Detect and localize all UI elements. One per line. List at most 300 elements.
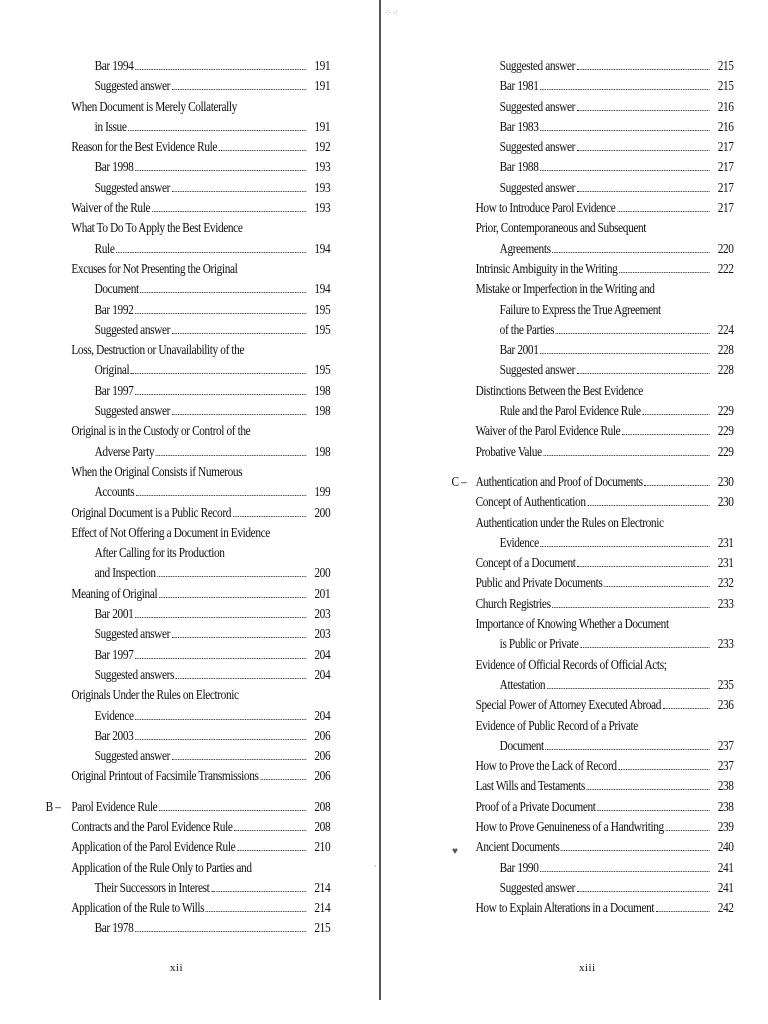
- toc-page-number: 239: [717, 818, 734, 834]
- toc-entry-title: Bar 1990: [499, 859, 539, 875]
- leader-dots: [172, 746, 306, 760]
- leader-dots: [135, 918, 306, 932]
- toc-entry: [0, 706, 335, 726]
- toc-entry: [0, 401, 335, 421]
- toc-entry: [0, 178, 335, 198]
- toc-entry-title: is Public or Private: [499, 636, 579, 652]
- toc-entry: [381, 898, 740, 918]
- leader-dots: [172, 178, 306, 192]
- toc-entry: [381, 573, 740, 593]
- toc-page-number: 240: [717, 839, 734, 855]
- toc-entry: [0, 239, 335, 259]
- toc-entry-title: Suggested answer: [94, 78, 170, 94]
- toc-entry-title: What To Do To Apply the Best Evidence: [71, 220, 243, 236]
- leader-dots: [577, 878, 709, 892]
- toc-entry: [0, 858, 335, 878]
- toc-entry: [381, 716, 740, 736]
- toc-entry-title: Bar 1992: [94, 301, 134, 317]
- toc-list: [0, 56, 336, 939]
- toc-page-number: 230: [717, 494, 734, 510]
- toc-entry: [0, 198, 335, 218]
- toc-entry: [0, 837, 335, 857]
- toc-entry-title: Waiver of the Rule: [71, 200, 151, 216]
- toc-entry: [0, 645, 335, 665]
- toc-entry-title: Bar 2003: [94, 727, 134, 743]
- scan-artifact: ⁘⁖: [384, 8, 399, 18]
- leader-dots: [218, 137, 306, 151]
- toc-entry: [381, 178, 740, 198]
- toc-entry: [0, 76, 335, 96]
- toc-entry: [381, 695, 740, 715]
- leader-dots: [604, 573, 710, 587]
- toc-entry-title: Application of the Parol Evidence Rule: [71, 839, 236, 855]
- toc-entry: [0, 878, 335, 898]
- toc-page-number: 224: [717, 321, 734, 337]
- toc-entry-title: Evidence of Official Records of Official Acts;: [475, 656, 667, 672]
- leader-dots: [545, 736, 709, 750]
- toc-entry-title: Suggested answer: [499, 879, 576, 895]
- toc-page-number: 241: [717, 859, 734, 875]
- toc-page-number: 231: [717, 555, 734, 571]
- toc-page-number: 216: [717, 118, 734, 134]
- toc-entry: [0, 157, 335, 177]
- toc-entry: [0, 218, 335, 238]
- page-number: xii: [170, 962, 184, 974]
- toc-entry: [0, 482, 335, 502]
- leader-dots: [152, 198, 306, 212]
- toc-page-number: 217: [717, 200, 734, 216]
- toc-entry: [0, 421, 335, 441]
- leader-dots: [644, 472, 709, 486]
- leader-dots: [206, 898, 307, 912]
- toc-entry-title: How to Introduce Parol Evidence: [475, 200, 616, 216]
- toc-page-number: 191: [314, 118, 331, 134]
- toc-entry: [381, 360, 740, 380]
- toc-entry-title: Original Document is a Public Record: [71, 504, 232, 520]
- leader-dots: [666, 817, 710, 831]
- toc-entry-title: Distinctions Between the Best Evidence: [475, 382, 643, 398]
- toc-entry: [381, 198, 740, 218]
- leader-dots: [577, 56, 709, 70]
- toc-entry: [0, 563, 335, 583]
- toc-entry: [0, 320, 335, 340]
- toc-entry-title: Bar 1997: [94, 382, 134, 398]
- leader-dots: [556, 320, 710, 334]
- leader-dots: [234, 817, 306, 831]
- toc-entry: [381, 218, 740, 238]
- toc-page-number: 204: [314, 646, 331, 662]
- leader-dots: [172, 401, 306, 415]
- toc-entry-title: Public and Private Documents: [475, 575, 603, 591]
- toc-entry-title: Suggested answer: [94, 626, 170, 642]
- toc-entry: [0, 523, 335, 543]
- toc-page-number: 237: [717, 758, 734, 774]
- toc-entry-title: Suggested answer: [499, 362, 576, 378]
- leader-dots: [561, 837, 710, 851]
- toc-entry-title: Accounts: [94, 484, 135, 500]
- toc-entry-title: Last Wills and Testaments: [475, 778, 585, 794]
- leader-dots: [172, 320, 306, 334]
- toc-entry-title: Bar 1988: [499, 159, 539, 175]
- toc-entry: [381, 259, 740, 279]
- toc-page-number: 200: [314, 504, 331, 520]
- toc-entry-title: Importance of Knowing Whether a Document: [475, 616, 669, 632]
- toc-entry-title: Special Power of Attorney Executed Abroad: [475, 697, 661, 713]
- leader-dots: [577, 553, 709, 567]
- toc-entry-title: Meaning of Original: [71, 585, 158, 601]
- leader-dots: [618, 756, 709, 770]
- toc-entry-title: Suggested answer: [499, 179, 576, 195]
- toc-entry: [0, 726, 335, 746]
- toc-page-number: 238: [717, 778, 734, 794]
- toc-page-number: 215: [314, 920, 331, 936]
- toc-entry: [0, 442, 335, 462]
- leader-dots: [540, 157, 709, 171]
- toc-page-number: 236: [717, 697, 734, 713]
- toc-entry: [381, 117, 740, 137]
- toc-entry-title: Agreements: [499, 240, 551, 256]
- toc-entry-title: Proof of a Private Document: [475, 798, 596, 814]
- leader-dots: [233, 503, 306, 517]
- toc-entry-title: Document: [499, 737, 544, 753]
- toc-page-number: 231: [717, 534, 734, 550]
- leader-dots: [618, 198, 710, 212]
- leader-dots: [135, 706, 306, 720]
- toc-page-number: 200: [314, 565, 331, 581]
- toc-entry-title: Bar 2001: [499, 342, 539, 358]
- toc-entry: [381, 492, 740, 512]
- toc-entry: [381, 675, 740, 695]
- toc-page-number: 229: [717, 423, 734, 439]
- toc-entry-title: Their Successors in Interest: [94, 879, 210, 895]
- toc-page-number: 194: [314, 240, 331, 256]
- toc-page-number: 198: [314, 403, 331, 419]
- toc-page-number: 192: [314, 139, 331, 155]
- leader-dots: [212, 878, 307, 892]
- toc-entry: [0, 624, 335, 644]
- toc-entry-title: When the Original Consists if Numerous: [71, 463, 243, 479]
- toc-entry-title: Original Printout of Facsimile Transmissions: [71, 768, 259, 784]
- toc-entry: [381, 634, 740, 654]
- toc-entry-title: Document: [94, 281, 139, 297]
- toc-entry-title: Rule: [94, 240, 115, 256]
- leader-dots: [175, 665, 306, 679]
- toc-page-number: 229: [717, 403, 734, 419]
- toc-page-number: 229: [717, 443, 734, 459]
- toc-entry-title: Concept of a Document: [475, 555, 576, 571]
- toc-page-number: 215: [717, 58, 734, 73]
- leader-dots: [577, 360, 709, 374]
- leader-dots: [135, 726, 306, 740]
- toc-entry-title: Failure to Express the True Agreement: [499, 301, 661, 317]
- toc-entry: [0, 381, 335, 401]
- toc-entry-title: Church Registries: [475, 595, 551, 611]
- toc-entry: [381, 137, 740, 157]
- leader-dots: [135, 300, 306, 314]
- leader-dots: [131, 360, 306, 374]
- toc-entry-title: Reason for the Best Evidence Rule: [71, 139, 218, 155]
- toc-entry-title: Adverse Party: [94, 443, 155, 459]
- toc-entry-title: Mistake or Imperfection in the Writing and: [475, 281, 655, 297]
- toc-entry: [0, 817, 335, 837]
- toc-entry-title: Bar 1983: [499, 118, 539, 134]
- toc-entry: [381, 421, 740, 441]
- toc-entry-title: Evidence: [499, 534, 539, 550]
- toc-page-number: 217: [717, 179, 734, 195]
- toc-entry-title: Suggested answer: [94, 179, 170, 195]
- toc-page-number: 198: [314, 382, 331, 398]
- leader-dots: [540, 117, 709, 131]
- leader-dots: [156, 442, 307, 456]
- toc-entry-title: Suggested answer: [94, 748, 170, 764]
- scan-mark: ·: [374, 862, 377, 871]
- toc-page-number: 233: [717, 595, 734, 611]
- toc-entry-title: Evidence of Public Record of a Private: [475, 717, 638, 733]
- leader-dots: [577, 137, 709, 151]
- leader-dots: [135, 381, 306, 395]
- toc-entry-title: Suggested answer: [499, 98, 576, 114]
- toc-page-number: 235: [717, 676, 734, 692]
- toc-entry-title: in Issue: [94, 118, 127, 134]
- toc-entry: [381, 513, 740, 533]
- toc-entry-title: Suggested answer: [94, 403, 170, 419]
- toc-entry-title: Prior, Contemporaneous and Subsequent: [475, 220, 647, 236]
- leader-dots: [128, 117, 306, 131]
- leader-dots: [622, 421, 710, 435]
- toc-entry: [381, 553, 740, 573]
- toc-entry: [0, 340, 335, 360]
- leader-dots: [663, 695, 709, 709]
- toc-entry-title: Excuses for Not Presenting the Original: [71, 260, 238, 276]
- toc-page-number: 242: [717, 900, 734, 916]
- toc-entry: [381, 320, 740, 340]
- right-page: [381, 0, 768, 1024]
- toc-entry: [381, 97, 740, 117]
- toc-entry: [0, 56, 335, 76]
- toc-section-letter: C –: [451, 473, 467, 489]
- toc-page-number: 217: [717, 159, 734, 175]
- leader-dots: [552, 239, 709, 253]
- leader-dots: [642, 401, 709, 415]
- page-number: xiii: [579, 962, 596, 974]
- toc-entry: [381, 655, 740, 675]
- toc-entry: [381, 878, 740, 898]
- leader-dots: [159, 797, 306, 811]
- toc-entry-title: Ancient Documents: [475, 839, 560, 855]
- leader-dots: [587, 776, 710, 790]
- leader-dots: [135, 157, 306, 171]
- leader-dots: [135, 56, 306, 70]
- toc-entry: [381, 837, 740, 857]
- toc-page-number: 228: [717, 362, 734, 378]
- toc-page-number: 203: [314, 626, 331, 642]
- toc-entry-title: Suggested answer: [499, 139, 576, 155]
- toc-entry-title: Bar 1994: [94, 58, 134, 73]
- toc-page-number: 208: [314, 798, 331, 814]
- left-page: [0, 0, 380, 1024]
- toc-entry-title: Parol Evidence Rule: [71, 798, 158, 814]
- leader-dots: [237, 837, 306, 851]
- leader-dots: [540, 76, 709, 90]
- toc-page-number: 199: [314, 484, 331, 500]
- leader-dots: [136, 482, 306, 496]
- leader-dots: [587, 492, 709, 506]
- toc-entry: [381, 614, 740, 634]
- toc-page-number: 204: [314, 666, 331, 682]
- toc-page-number: 203: [314, 606, 331, 622]
- toc-entry-title: Attestation: [499, 676, 546, 692]
- toc-entry: [0, 300, 335, 320]
- toc-page-number: 222: [717, 260, 734, 276]
- toc-entry-title: Bar 1978: [94, 920, 134, 936]
- toc-entry-title: How to Explain Alterations in a Document: [475, 900, 655, 916]
- leader-dots: [577, 97, 709, 111]
- toc-entry: [0, 503, 335, 523]
- leader-dots: [540, 340, 709, 354]
- leader-dots: [157, 563, 306, 577]
- leader-dots: [540, 858, 709, 872]
- toc-page-number: 233: [717, 636, 734, 652]
- leader-dots: [552, 594, 709, 608]
- leader-dots: [172, 76, 306, 90]
- toc-page-number: 232: [717, 575, 734, 591]
- toc-page-number: 195: [314, 321, 331, 337]
- toc-entry: [0, 746, 335, 766]
- toc-page-number: 193: [314, 200, 331, 216]
- toc-entry: [0, 259, 335, 279]
- toc-entry-title: After Calling for its Production: [94, 545, 225, 561]
- leader-dots: [116, 239, 306, 253]
- toc-entry-title: Bar 1981: [499, 78, 539, 94]
- toc-entry: [0, 360, 335, 380]
- toc-entry-title: Probative Value: [475, 443, 542, 459]
- toc-entry: [381, 381, 740, 401]
- toc-entry: [381, 300, 740, 320]
- leader-dots: [261, 766, 307, 780]
- toc-list: [381, 56, 741, 918]
- toc-entry: [381, 279, 740, 299]
- toc-page-number: 191: [314, 58, 331, 73]
- toc-entry-title: How to Prove the Lack of Record: [475, 758, 617, 774]
- toc-page-number: 198: [314, 443, 331, 459]
- toc-entry: [381, 776, 740, 796]
- toc-entry-title: Application of the Rule Only to Parties and: [71, 859, 252, 875]
- toc-page-number: 214: [314, 879, 331, 895]
- toc-page-number: 194: [314, 281, 331, 297]
- toc-entry: [381, 858, 740, 878]
- toc-entry: [0, 604, 335, 624]
- toc-page-number: 208: [314, 818, 331, 834]
- toc-page-number: 230: [717, 473, 734, 489]
- toc-entry-title: Suggested answer: [94, 321, 170, 337]
- toc-entry: [381, 442, 740, 462]
- toc-entry-title: When Document is Merely Collaterally: [71, 98, 237, 114]
- leader-dots: [544, 442, 710, 456]
- leader-dots: [135, 645, 306, 659]
- toc-page-number: 210: [314, 839, 331, 855]
- toc-page-number: 193: [314, 179, 331, 195]
- toc-page-number: 193: [314, 159, 331, 175]
- toc-entry-title: Authentication and Proof of Documents: [475, 473, 643, 489]
- toc-entry-title: Intrinsic Ambiguity in the Writing: [475, 260, 618, 276]
- leader-dots: [135, 604, 306, 618]
- toc-entry: [0, 279, 335, 299]
- toc-entry-title: Rule and the Parol Evidence Rule: [499, 403, 641, 419]
- toc-page-number: 214: [314, 900, 331, 916]
- toc-entry-title: of the Parties: [499, 321, 555, 337]
- toc-page-number: 206: [314, 768, 331, 784]
- toc-entry-title: Original: [94, 362, 130, 378]
- toc-entry: [381, 239, 740, 259]
- toc-entry: [381, 817, 740, 837]
- toc-page-number: 216: [717, 98, 734, 114]
- toc-entry: [0, 543, 335, 563]
- toc-entry-title: Evidence: [94, 707, 134, 723]
- toc-page-number: 191: [314, 78, 331, 94]
- toc-entry-title: Suggested answer: [499, 58, 576, 73]
- toc-entry: [381, 56, 740, 76]
- toc-entry-title: How to Prove Genuineness of a Handwriting: [475, 818, 664, 834]
- toc-entry: [0, 797, 335, 817]
- leader-dots: [619, 259, 709, 273]
- toc-page-number: 206: [314, 748, 331, 764]
- toc-entry: [0, 97, 335, 117]
- leader-dots: [547, 675, 710, 689]
- toc-entry-title: and Inspection: [94, 565, 156, 581]
- leader-dots: [540, 533, 709, 547]
- toc-page-number: 220: [717, 240, 734, 256]
- toc-page-number: 237: [717, 737, 734, 753]
- leader-dots: [140, 279, 306, 293]
- leader-dots: [172, 624, 306, 638]
- toc-section-letter: B –: [45, 798, 61, 814]
- leader-dots: [597, 797, 710, 811]
- toc-page-number: 217: [717, 139, 734, 155]
- toc-entry-title: Suggested answers: [94, 666, 175, 682]
- toc-page-number: 195: [314, 362, 331, 378]
- toc-page-number: 215: [717, 78, 734, 94]
- leader-dots: [577, 178, 709, 192]
- toc-entry: [0, 766, 335, 786]
- leader-dots: [159, 584, 306, 598]
- scan-mark: ♥: [452, 846, 458, 857]
- toc-entry: [0, 584, 335, 604]
- toc-page-number: 241: [717, 879, 734, 895]
- toc-entry-title: Authentication under the Rules on Electronic: [475, 514, 664, 530]
- toc-entry: [0, 918, 335, 938]
- toc-entry: [0, 685, 335, 705]
- toc-entry-title: Loss, Destruction or Unavailability of the: [71, 342, 245, 358]
- toc-page-number: 206: [314, 727, 331, 743]
- toc-entry-title: Bar 2001: [94, 606, 134, 622]
- toc-entry: [0, 462, 335, 482]
- toc-page-number: 228: [717, 342, 734, 358]
- toc-entry: [381, 157, 740, 177]
- toc-page-number: 204: [314, 707, 331, 723]
- toc-entry: [0, 137, 335, 157]
- toc-entry-title: Waiver of the Parol Evidence Rule: [475, 423, 621, 439]
- toc-entry-title: Effect of Not Offering a Document in Evidence: [71, 524, 270, 540]
- toc-entry-title: Concept of Authentication: [475, 494, 586, 510]
- toc-page-number: 201: [314, 585, 331, 601]
- toc-entry: [0, 665, 335, 685]
- toc-entry: [381, 736, 740, 756]
- toc-entry: [381, 797, 740, 817]
- toc-entry-title: Original is in the Custody or Control of the: [71, 423, 251, 439]
- toc-entry-title: Bar 1997: [94, 646, 134, 662]
- toc-entry: [381, 472, 740, 492]
- toc-page-number: 195: [314, 301, 331, 317]
